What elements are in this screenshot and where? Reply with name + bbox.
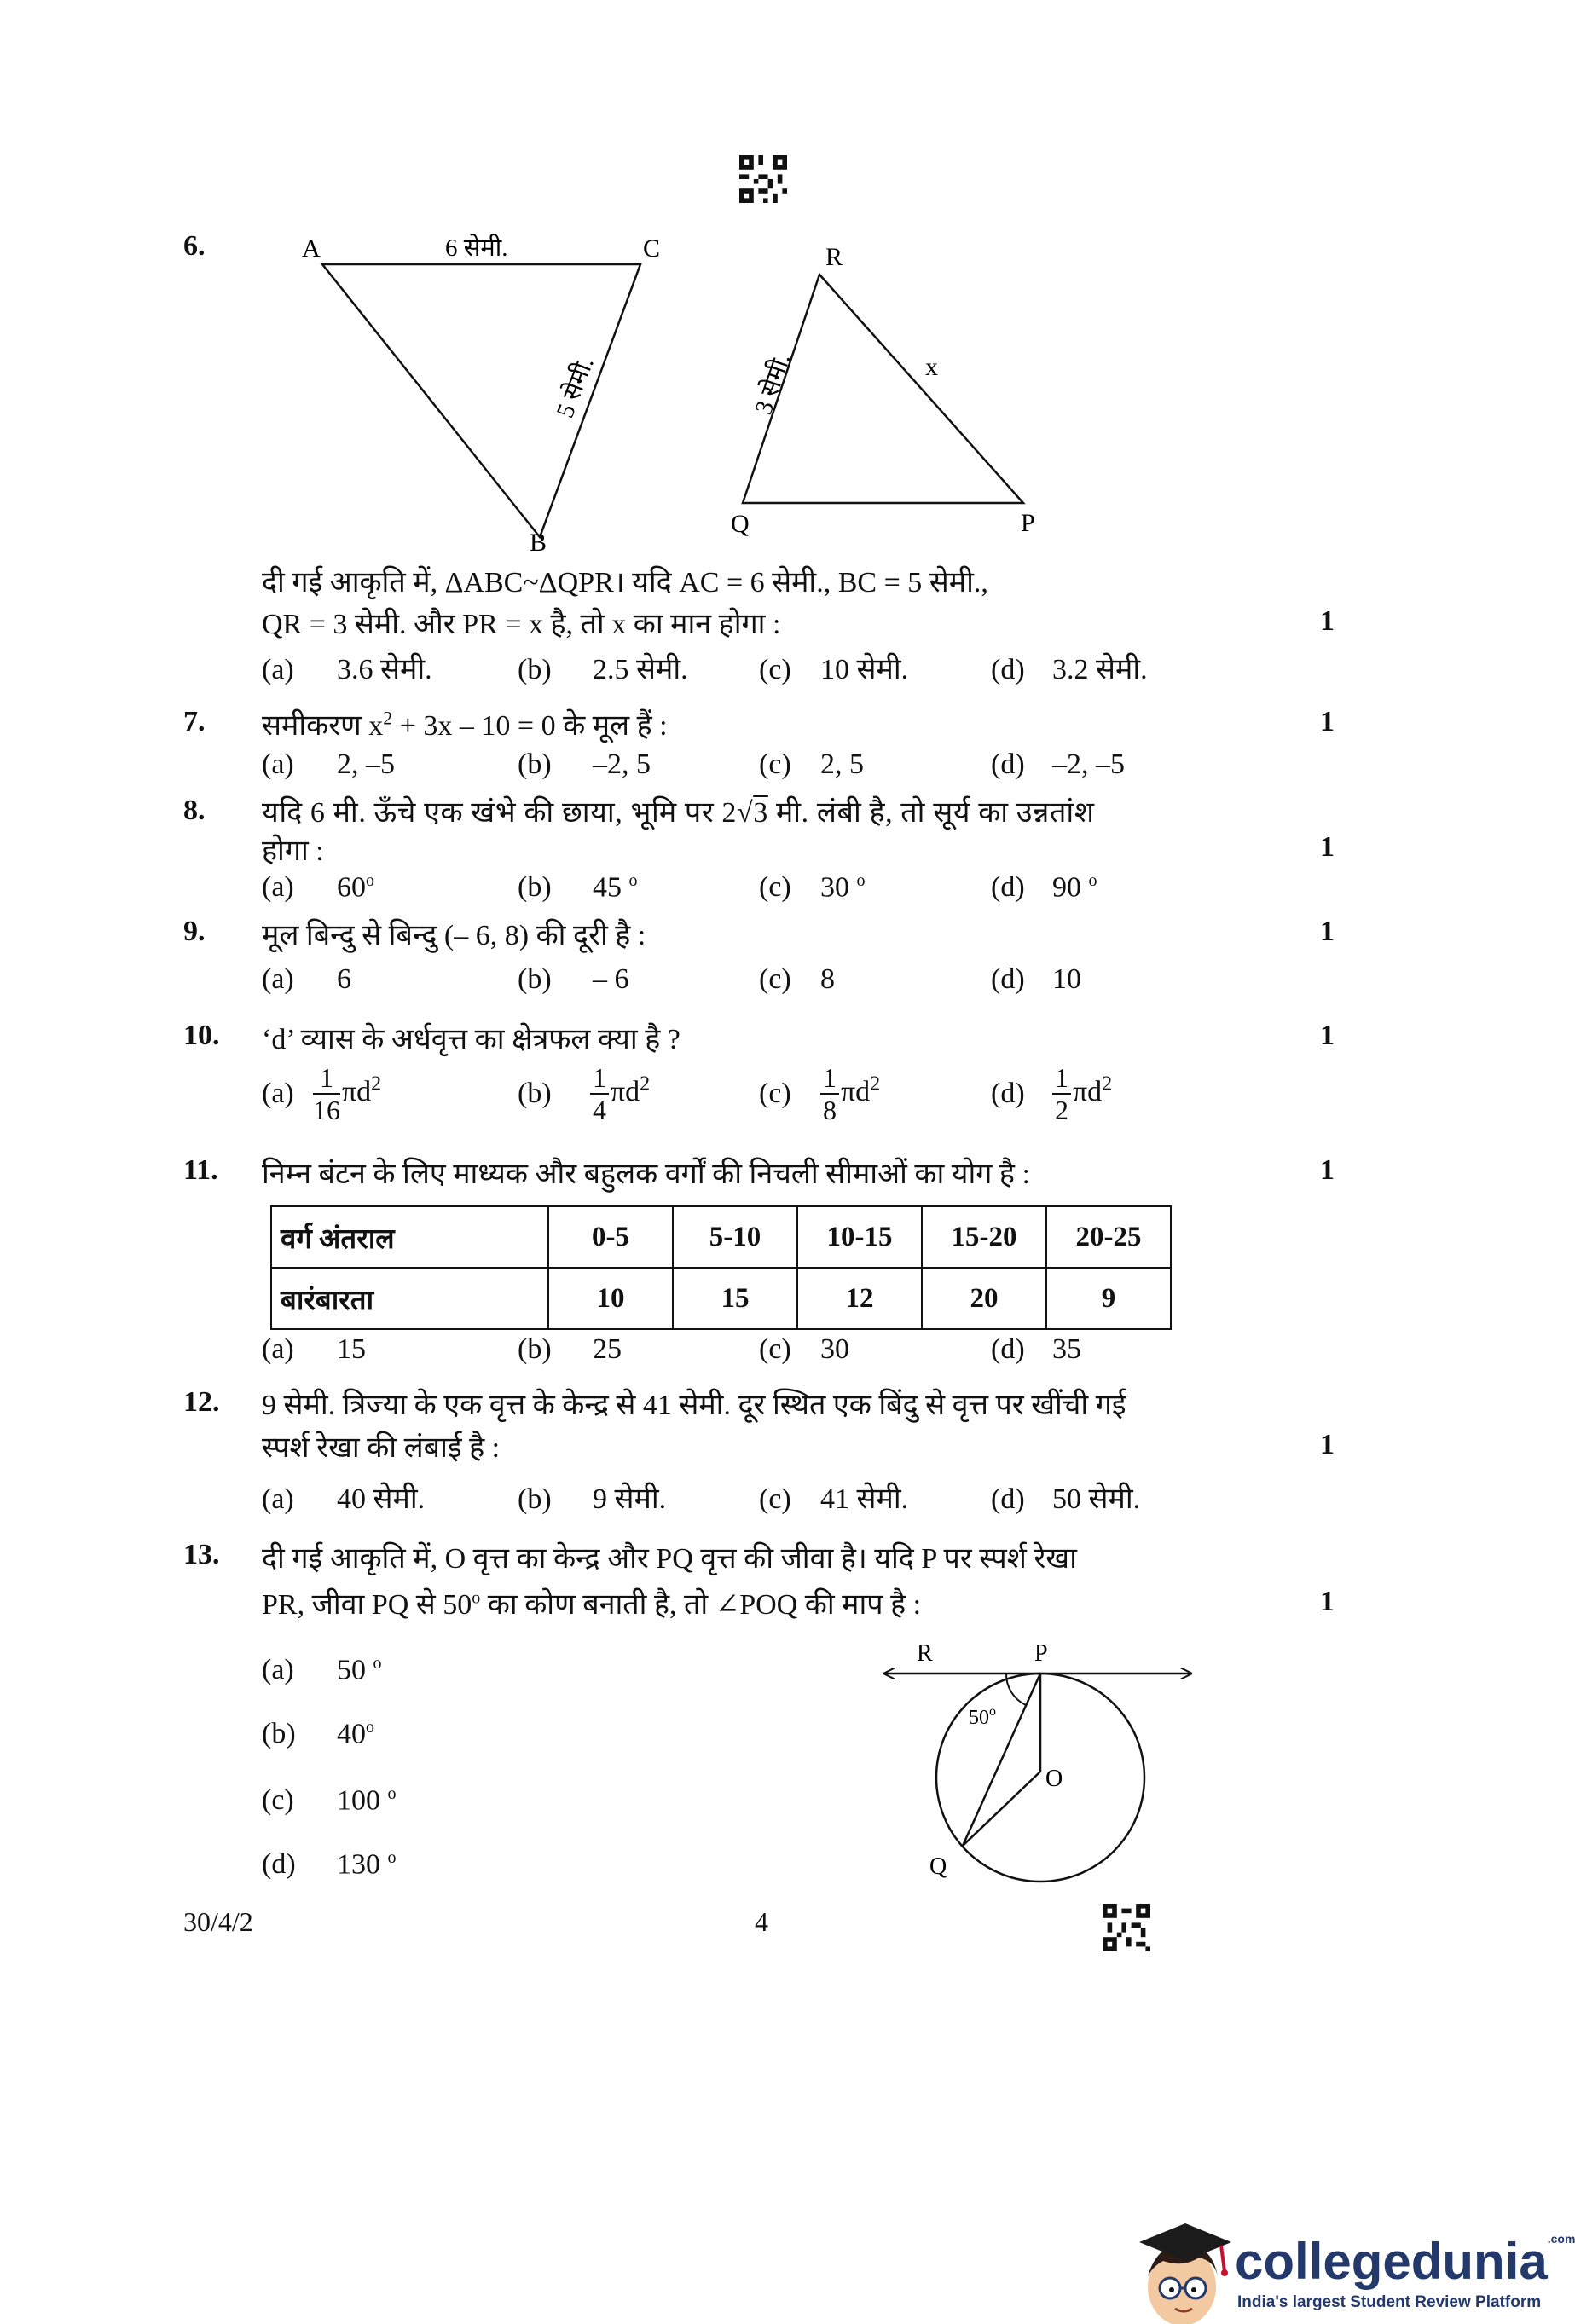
- question-text: PR, जीवा PQ से 50$^o$ का कोण बनाती है, तो ∠POQ की माप है :: [262, 1588, 922, 1621]
- mascot-logo-icon: [1132, 2208, 1235, 2324]
- question-text: मूल बिन्दु से बिन्दु (– 6, 8) की दूरी है :: [262, 920, 646, 951]
- option-d: (d) 35: [991, 1333, 1081, 1365]
- qr-code-top: [738, 155, 788, 203]
- table-header-cell: 5-10: [673, 1206, 797, 1268]
- table-cell: 12: [797, 1268, 922, 1329]
- side-label-bc: 5 सेमी.: [551, 353, 599, 422]
- option-b: (b) – 6: [518, 963, 629, 995]
- option-c: (c) 8: [759, 963, 835, 995]
- point-label-p: P: [1034, 1640, 1048, 1667]
- angle-label: 50$^o$: [969, 1704, 996, 1729]
- option-a: (a) 60$^o$: [262, 871, 374, 904]
- vertex-label-p: P: [1021, 509, 1035, 537]
- question-text: यदि 6 मी. ऊँचे एक खंभे की छाया, भूमि पर 2√3 मी. लंबी है, तो सूर्य का उन्नतांश: [262, 797, 1095, 829]
- option-d: (d) 90 $^o$: [991, 871, 1097, 904]
- option-b: (b) 25: [518, 1333, 622, 1365]
- option-b: (b) 45 $^o$: [518, 871, 638, 904]
- marks: 1: [1320, 1154, 1335, 1186]
- table-row: [271, 1206, 1171, 1268]
- page-number: 4: [755, 1906, 768, 1937]
- question-number: 7.: [183, 706, 206, 737]
- question-text: 9 सेमी. त्रिज्या के एक वृत्त के केन्द्र से 41 सेमी. दूर स्थित एक बिंदु से वृत्त पर खींची गई: [262, 1390, 1126, 1421]
- marks: 1: [1320, 1020, 1335, 1051]
- marks: 1: [1320, 831, 1335, 863]
- question-number: 12.: [183, 1386, 220, 1418]
- table-header-cell: 20-25: [1046, 1206, 1171, 1268]
- option-d: (d) 130 $^o$: [262, 1848, 397, 1881]
- question-number: 10.: [183, 1020, 220, 1051]
- option-d: (d) –2, –5: [991, 749, 1125, 780]
- table-row: [271, 1268, 1171, 1329]
- table-cell: 15: [673, 1268, 797, 1329]
- option-d: (d) $\frac{1}{2}$ $\pi d^2$: [991, 1062, 1113, 1125]
- question-number: 9.: [183, 916, 206, 947]
- table-header-cell: 15-20: [922, 1206, 1046, 1268]
- question-number: 13.: [183, 1539, 220, 1570]
- question-text: समीकरण $x^2 + 3x - 10 = 0$ के मूल हैं :: [262, 707, 668, 742]
- point-label-q: Q: [929, 1853, 947, 1880]
- option-a: (a) 3.6 सेमी.: [262, 654, 432, 685]
- marks: 1: [1320, 1586, 1335, 1617]
- option-c: (c) 100 $^o$: [262, 1784, 397, 1817]
- table-cell: 10: [548, 1268, 673, 1329]
- option-c: (c) 2, 5: [759, 749, 864, 780]
- option-b: (b) 40$^o$: [262, 1718, 374, 1750]
- question-text: होगा :: [262, 835, 324, 867]
- option-c: (c) 30 $^o$: [759, 871, 866, 904]
- question-text: दी गई आकृति में, O वृत्त का केन्द्र और PQ वृत्त की जीवा है। यदि P पर स्पर्श रेखा: [262, 1543, 1077, 1575]
- brand-name: collegedunia$^{.com}$: [1235, 2232, 1575, 2290]
- marks: 1: [1320, 1429, 1335, 1460]
- question-number: 11.: [183, 1154, 218, 1186]
- table-cell: 20: [922, 1268, 1046, 1329]
- option-b: (b) $\frac{1}{4}$ $\pi d^2$: [518, 1062, 651, 1125]
- question-text: ‘d’ व्यास के अर्धवृत्त का क्षेत्रफल क्या है ?: [262, 1024, 680, 1055]
- option-a: (a) 2, –5: [262, 749, 395, 780]
- option-c: (c) 30: [759, 1333, 849, 1365]
- marks: 1: [1320, 706, 1335, 737]
- triangle-figure: [281, 222, 1049, 563]
- option-a: (a) $\frac{1}{16}$ $\pi d^2$: [262, 1062, 382, 1125]
- option-c: (c) 41 सेमी.: [759, 1483, 909, 1515]
- table-cell: बारंबारता: [271, 1268, 548, 1329]
- side-label-ac: 6 सेमी.: [445, 234, 508, 262]
- option-b: (b) –2, 5: [518, 749, 651, 780]
- table-header-cell: वर्ग अंतराल: [271, 1206, 548, 1268]
- circle-tangent-figure: [878, 1628, 1202, 1884]
- table-cell: 9: [1046, 1268, 1171, 1329]
- option-a: (a) 40 सेमी.: [262, 1483, 426, 1515]
- question-text: निम्न बंटन के लिए माध्यक और बहुलक वर्गों की निचली सीमाओं का योग है :: [262, 1159, 1030, 1190]
- frequency-table: [270, 1205, 1172, 1330]
- question-text: स्पर्श रेखा की लंबाई है :: [262, 1432, 501, 1464]
- option-c: (c) $\frac{1}{8}$ $\pi d^2$: [759, 1062, 881, 1125]
- option-d: (d) 10: [991, 963, 1081, 995]
- side-label-qr: 3 सेमी.: [750, 350, 796, 419]
- question-number: 8.: [183, 795, 206, 826]
- vertex-label-c: C: [643, 234, 661, 263]
- vertex-label-b: B: [530, 529, 547, 557]
- paper-code: 30/4/2: [183, 1906, 253, 1937]
- option-d: (d) 50 सेमी.: [991, 1483, 1141, 1515]
- vertex-label-a: A: [302, 234, 321, 263]
- point-label-r: R: [917, 1640, 933, 1667]
- point-label-o: O: [1045, 1766, 1063, 1792]
- option-a: (a) 6: [262, 963, 351, 995]
- side-label-rp: x: [925, 353, 938, 381]
- option-b: (b) 2.5 सेमी.: [518, 654, 688, 685]
- option-d: (d) 3.2 सेमी.: [991, 654, 1148, 685]
- vertex-label-q: Q: [731, 510, 750, 538]
- table-header-cell: 10-15: [797, 1206, 922, 1268]
- question-number: 6.: [183, 230, 206, 262]
- marks: 1: [1320, 605, 1335, 637]
- option-c: (c) 10 सेमी.: [759, 654, 909, 685]
- option-b: (b) 9 सेमी.: [518, 1483, 667, 1515]
- option-a: (a) 15: [262, 1333, 366, 1365]
- question-text: दी गई आकृति में, ΔABC~ΔQPR। यदि AC = 6 सेमी., BC = 5 सेमी.,: [262, 567, 988, 598]
- table-header-cell: 0-5: [548, 1206, 673, 1268]
- brand-tagline: India's largest Student Review Platform: [1237, 2293, 1542, 2311]
- question-text: QR = 3 सेमी. और PR = x है, तो x का मान होगा :: [262, 609, 781, 640]
- qr-code-bottom: [1103, 1904, 1150, 1951]
- marks: 1: [1320, 916, 1335, 947]
- vertex-label-r: R: [825, 243, 843, 271]
- option-a: (a) 50 $^o$: [262, 1654, 382, 1686]
